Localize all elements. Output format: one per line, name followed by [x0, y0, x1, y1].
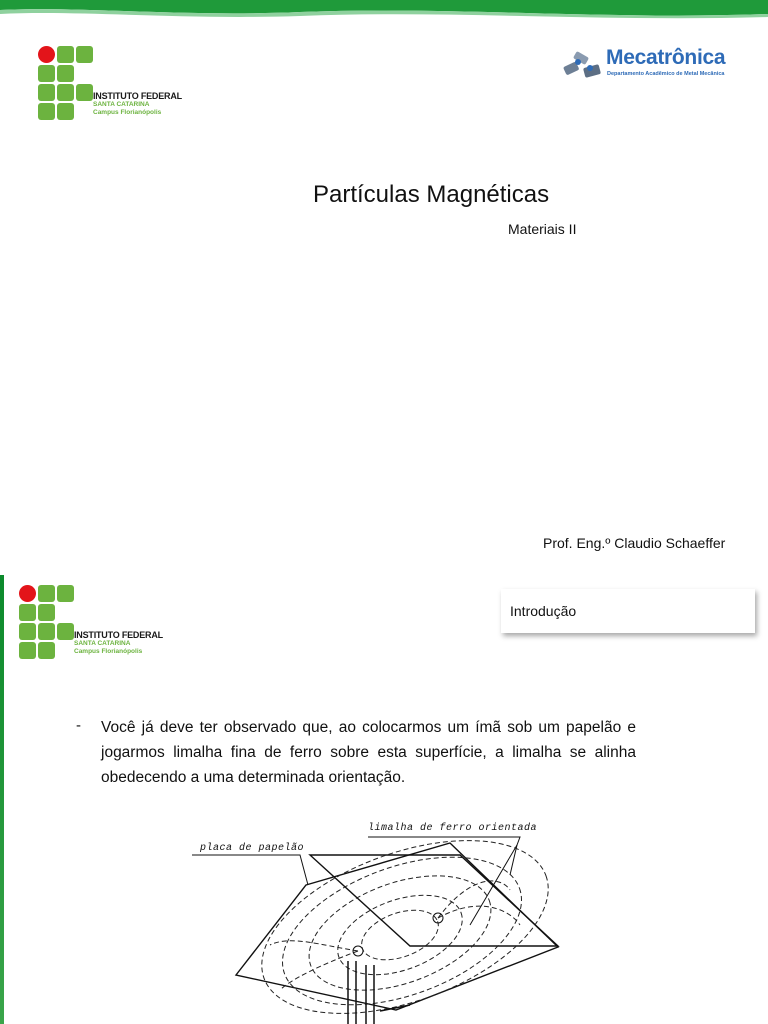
ifsc-logo-line1: INSTITUTO FEDERAL [74, 630, 163, 640]
ifsc-logo-line3: Campus Florianópolis [93, 109, 162, 116]
ifsc-logo-line3: Campus Florianópolis [74, 648, 143, 655]
robot-arm-icon [562, 46, 606, 84]
ifsc-logo [19, 585, 169, 657]
ifsc-logo [38, 46, 188, 118]
bullet-paragraph: Você já deve ter observado que, ao colocarmos um ímã sob um papelão e jogarmos limalha fina de ferro sobre esta superfície, a limalha se alinha obedecendo a uma determinada orientação. [101, 719, 636, 786]
slide-subtitle: Materiais II [508, 221, 577, 237]
ifsc-logo-line1: INSTITUTO FEDERAL [93, 91, 182, 101]
mecatronica-title: Mecatrônica [606, 46, 726, 69]
author-name: Prof. Eng.º Claudio Schaeffer [543, 535, 726, 551]
section-header-box [501, 589, 755, 633]
ifsc-logo-line2: SANTA CATARINA [74, 640, 131, 647]
label-oriented-filings: limalha de ferro orientada [368, 823, 538, 834]
ifsc-logo-line2: SANTA CATARINA [93, 101, 150, 108]
mecatronica-logo [562, 44, 752, 84]
slide-title: Partículas Magnéticas [313, 181, 550, 208]
top-wave-band [0, 0, 768, 22]
mecatronica-subtitle: Departamento Acadêmico de Metal Mecânica [607, 71, 725, 77]
label-cardboard-plate: placa de papelão [200, 843, 305, 854]
magnetic-field-figure [180, 815, 580, 1024]
bullet-marker: - [76, 717, 81, 734]
section-title: Introdução [510, 603, 577, 619]
left-accent-strip [0, 575, 4, 1024]
intro-slide [0, 575, 768, 1024]
